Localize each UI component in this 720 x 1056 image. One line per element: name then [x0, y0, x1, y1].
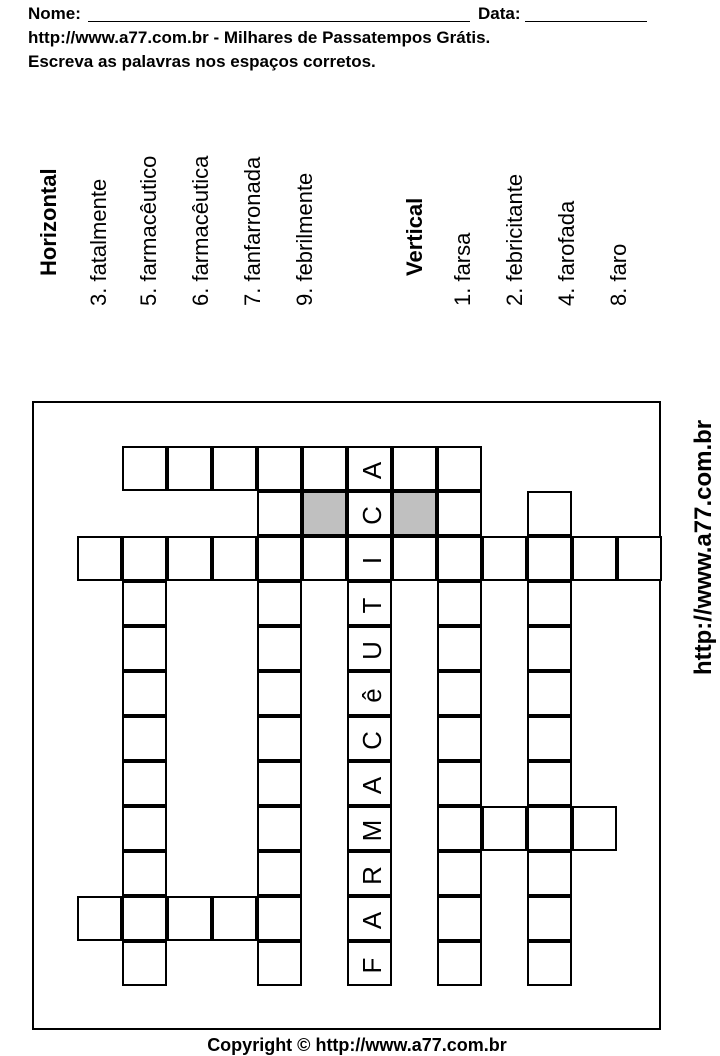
cell-letter: M	[356, 819, 387, 842]
horizontal-clue: 7. fanfarronada	[240, 156, 265, 306]
grid-cell[interactable]	[167, 536, 212, 581]
grid-cell[interactable]	[437, 716, 482, 761]
grid-cell[interactable]	[527, 491, 572, 536]
grid-cell[interactable]	[437, 761, 482, 806]
grid-cell[interactable]	[257, 446, 302, 491]
grid-cell[interactable]	[527, 896, 572, 941]
grid-cell[interactable]	[122, 626, 167, 671]
grid-cell[interactable]	[437, 581, 482, 626]
grid-cell[interactable]	[302, 446, 347, 491]
grid-cell[interactable]	[437, 896, 482, 941]
cell-letter: ê	[356, 688, 387, 703]
grid-cell[interactable]	[617, 536, 662, 581]
grid-cell[interactable]	[572, 536, 617, 581]
grid-cell[interactable]	[482, 806, 527, 851]
grid-cell[interactable]	[347, 761, 392, 806]
grid-cell[interactable]	[122, 761, 167, 806]
grid-cell[interactable]	[437, 941, 482, 986]
grid-cell[interactable]	[527, 941, 572, 986]
grid-cell[interactable]	[257, 491, 302, 536]
grid-cell[interactable]	[257, 626, 302, 671]
grid-cell[interactable]	[122, 806, 167, 851]
grid-cell[interactable]	[257, 851, 302, 896]
shaded-cell[interactable]	[302, 491, 347, 536]
grid-cell[interactable]	[347, 941, 392, 986]
vertical-clue: 1. farsa	[450, 232, 475, 306]
vertical-title: Vertical	[402, 197, 427, 276]
grid-cell[interactable]	[167, 446, 212, 491]
grid-cell[interactable]	[527, 626, 572, 671]
grid-cell[interactable]	[167, 896, 212, 941]
grid-cell[interactable]	[527, 671, 572, 716]
horizontal-clue: 3. fatalmente	[86, 178, 111, 306]
grid-cell[interactable]	[572, 806, 617, 851]
cell-letter: C	[356, 731, 387, 750]
grid-cell[interactable]	[347, 806, 392, 851]
cell-letter: C	[356, 506, 387, 525]
grid-cell[interactable]	[392, 536, 437, 581]
grid-cell[interactable]	[527, 761, 572, 806]
cell-letter: A	[356, 776, 387, 795]
date-label: Data:	[478, 4, 521, 23]
vertical-clue: 8. faro	[606, 243, 631, 306]
grid-cell[interactable]	[437, 446, 482, 491]
grid-cell[interactable]	[482, 536, 527, 581]
footer-copyright: Copyright © http://www.a77.com.br	[207, 1035, 507, 1055]
grid-cell[interactable]	[77, 536, 122, 581]
grid-cell[interactable]	[257, 941, 302, 986]
cell-letter: F	[356, 957, 387, 974]
grid-cell[interactable]	[122, 716, 167, 761]
shaded-cell[interactable]	[392, 491, 437, 536]
grid-cell[interactable]	[437, 536, 482, 581]
side-url: http://www.a77.com.br	[690, 419, 717, 675]
cell-letter: I	[356, 556, 387, 565]
horizontal-clue: 6. farmacêutica	[188, 155, 213, 306]
grid-cell[interactable]	[122, 581, 167, 626]
grid-cell[interactable]	[527, 806, 572, 851]
grid-cell[interactable]	[347, 716, 392, 761]
grid-cell[interactable]	[527, 581, 572, 626]
cell-letter: U	[356, 641, 387, 660]
cell-letter: A	[356, 461, 387, 480]
grid-cell[interactable]	[437, 671, 482, 716]
grid-cell[interactable]	[212, 446, 257, 491]
grid-cell[interactable]	[347, 896, 392, 941]
grid-cell[interactable]	[437, 806, 482, 851]
cell-letter: R	[356, 866, 387, 885]
horizontal-title: Horizontal	[36, 168, 61, 276]
horizontal-clue: 5. farmacêutico	[136, 155, 161, 306]
grid-cell[interactable]	[122, 536, 167, 581]
grid-cell[interactable]	[437, 491, 482, 536]
name-field-line[interactable]	[88, 21, 470, 22]
grid-cell[interactable]	[257, 536, 302, 581]
grid-cell[interactable]	[347, 446, 392, 491]
grid-cell[interactable]	[77, 896, 122, 941]
cell-letter: A	[356, 911, 387, 930]
grid-cell[interactable]	[122, 851, 167, 896]
grid-cell[interactable]	[392, 446, 437, 491]
grid-cell[interactable]	[122, 446, 167, 491]
grid-cell[interactable]	[437, 626, 482, 671]
grid-cell[interactable]	[257, 896, 302, 941]
vertical-clue: 2. febricitante	[502, 173, 527, 306]
grid-cell[interactable]	[437, 851, 482, 896]
cell-letter: T	[356, 597, 387, 614]
grid-cell[interactable]	[347, 671, 392, 716]
grid-cell[interactable]	[257, 716, 302, 761]
date-field-line[interactable]	[525, 21, 647, 22]
name-label: Nome:	[28, 4, 81, 23]
grid-cell[interactable]	[347, 491, 392, 536]
grid-cell[interactable]	[257, 581, 302, 626]
grid-cell[interactable]	[347, 851, 392, 896]
grid-cell[interactable]	[527, 851, 572, 896]
grid-cell[interactable]	[302, 536, 347, 581]
vertical-clue: 4. farofada	[554, 200, 579, 306]
grid-cell[interactable]	[527, 536, 572, 581]
grid-cell[interactable]	[212, 536, 257, 581]
instructions: Escreva as palavras nos espaços corretos.	[28, 52, 376, 71]
horizontal-clue: 9. febrilmente	[292, 172, 317, 306]
grid-cell[interactable]	[257, 671, 302, 716]
grid-cell[interactable]	[257, 761, 302, 806]
grid-cell[interactable]	[122, 941, 167, 986]
grid-cell[interactable]	[122, 671, 167, 716]
grid-cell[interactable]	[527, 716, 572, 761]
grid-cell[interactable]	[212, 896, 257, 941]
site-url-line: http://www.a77.com.br - Milhares de Passatempos Grátis.	[28, 28, 491, 47]
grid-cell[interactable]	[347, 536, 392, 581]
grid-cell[interactable]	[257, 806, 302, 851]
grid-cell[interactable]	[122, 896, 167, 941]
grid-cell[interactable]	[347, 626, 392, 671]
grid-cell[interactable]	[347, 581, 392, 626]
